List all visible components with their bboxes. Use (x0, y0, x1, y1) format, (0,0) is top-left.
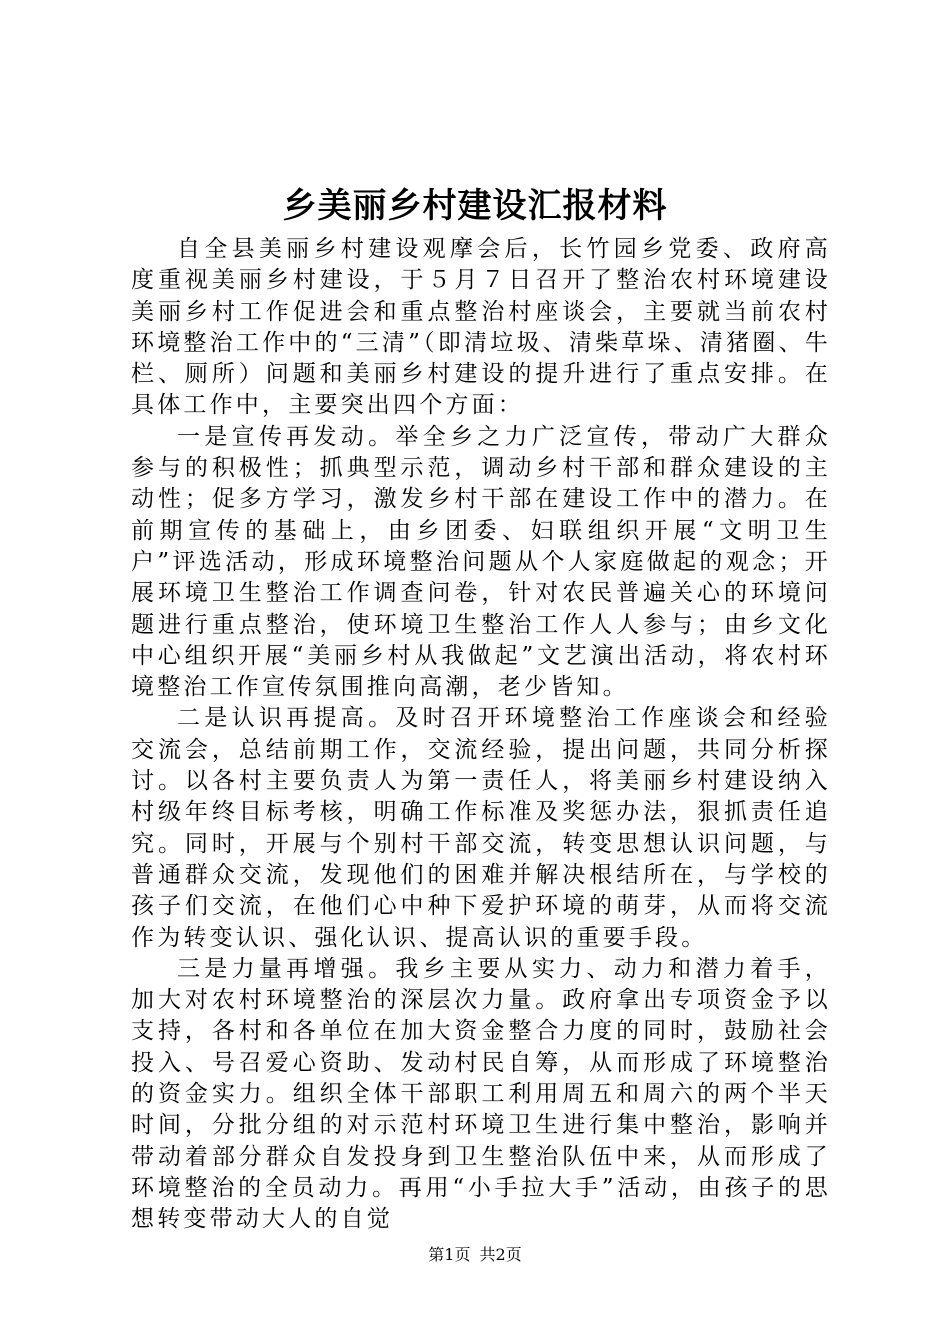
paragraph-intro: 自全县美丽乡村建设观摩会后，长竹园乡党委、政府高度重视美丽乡村建设，于５月７日召开了整治农村环境建设美丽乡村工作促进会和重点整治村座谈会，主要就当前农村环境整治工作中的“三清”（即清垃圾、清柴草垛、清猪圈、牛栏、厕所）问题和美丽乡村建设的提升进行了重点安排。在具体工作中，主要突出四个方面： (131, 236, 831, 419)
document-body (131, 234, 831, 1236)
document-title: 乡美丽乡村建设汇报材料 (282, 186, 668, 226)
page-number-footer: 第1页 共2页 (428, 1245, 522, 1264)
paragraph-awareness: 二是认识再提高。及时召开环境整治工作座谈会和经验交流会，总结前期工作，交流经验，提出问题，共同分析探讨。以各村主要负责人为第一责任人，将美丽乡村建设纳入村级年终目标考核，明确工作标准及奖惩办法，狠抓责任追究。同时，开展与个别村干部交流，转变思想认识问题，与普通群众交流，发现他们的困难并解决根结所在，与学校的孩子们交流，在他们心中种下爱护环境的萌芽，从而将交流作为转变认识、强化认识、提高认识的重要手段。 (131, 705, 831, 951)
paragraph-strength: 三是力量再增强。我乡主要从实力、动力和潜力着手，加大对农村环境整治的深层次力量。政府拿出专项资金予以支持，各村和各单位在加大资金整合力度的同时，鼓励社会投入、号召爱心资助、发动村民自筹，从而形成了环境整治的资金实力。组织全体干部职工利用周五和周六的两个半天时间，分批分组的对示范村环境卫生进行集中整治，影响并带动着部分群众自发投身到卫生整治队伍中来，从而形成了环境整治的全员动力。再用“小手拉大手”活动，由孩子的思想转变带动大人的自觉 (131, 955, 831, 1233)
paragraph-publicity: 一是宣传再发动。举全乡之力广泛宣传，带动广大群众参与的积极性；抓典型示范，调动乡村干部和群众建设的主动性；促多方学习，激发乡村干部在建设工作中的潜力。在前期宣传的基础上，由乡团委、妇联组织开展“文明卫生户”评选活动，形成环境整治问题从个人家庭做起的观念；开展环境卫生整治工作调查问卷，针对农民普遍关心的环境问题进行重点整治，使环境卫生整治工作人人参与；由乡文化中心组织开展“美丽乡村从我做起”文艺演出活动，将农村环境整治工作宣传氛围推向高潮，老少皆知。 (131, 423, 831, 701)
